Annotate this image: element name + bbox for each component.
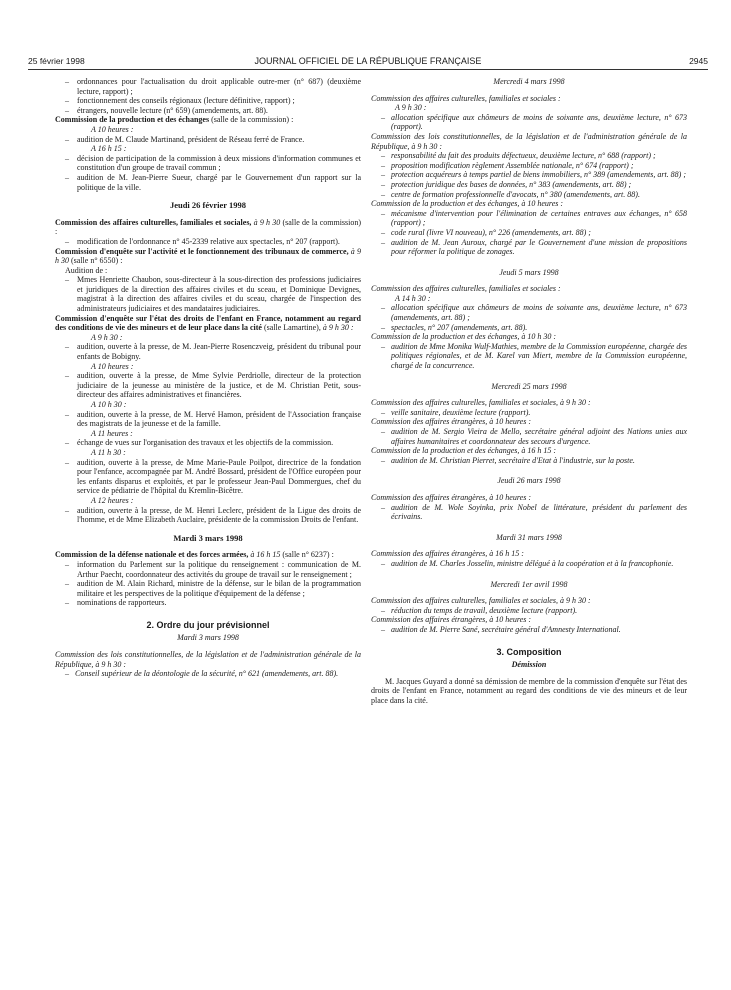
list-item: – décision de participation de la commission à deux missions d'information communes et constitution d'un groupe de travail commun ; (65, 154, 361, 173)
list-item: – spectacles, n° 207 (amendements, art. 88). (381, 323, 687, 333)
day-heading: Mercredi 25 mars 1998 (491, 381, 567, 391)
commission-heading: Commission d'enquête sur l'état des droits de l'enfant en France, notamment au regard des conditions de vie des mineurs et de leur place dans la cité (salle Lamartine), à 9 h 30 : (55, 313, 361, 333)
commission-heading: Commission des affaires culturelles, familiales et sociales, à 9 h 30 (salle de la commission) : (55, 217, 362, 237)
list-item: – protection acquéreurs à temps partiel de biens immobiliers, n° 389 (amendements, art. 88) ; (381, 170, 687, 180)
list-item: – audition de M. Charles Josselin, ministre délégué à la coopération et à la francophonie. (381, 559, 687, 569)
list-item: – audition de M. Pierre Sané, secrétaire général d'Amnesty International. (381, 625, 687, 635)
page-number: 2945 (689, 56, 708, 66)
commission-heading: Commission des affaires culturelles, familiales et sociales, à 9 h 30 : (371, 398, 591, 408)
list-item: – audition, ouverte à la presse, de Mme Sylvie Perdriolle, directeur de la protection judiciaire de la jeunesse au ministère de la justice, et de M. Christian Petit, sous-directeur des affaires administratives et financières. (65, 371, 361, 400)
journal-title: JOURNAL OFFICIEL DE LA RÉPUBLIQUE FRANÇAISE (254, 56, 482, 66)
left-column (55, 77, 361, 679)
list-item: – réduction du temps de travail, deuxième lecture (rapport). (381, 606, 687, 616)
list-item: – information du Parlement sur la politique du renseignement : communication de M. Arthur Paecht, coordonnateur des activités du groupe de travail sur le renseignement ; (65, 560, 361, 579)
list-item: – code rural (livre VI nouveau), n° 226 (amendements, art. 88) ; (381, 228, 687, 238)
list-item: – centre de formation professionnelle d'avocats, n° 380 (amendements, art. 88). (381, 190, 687, 200)
commission-heading: Commission d'enquête sur l'activité et le fonctionnement des tribunaux de commerce, à 9 h 30 (salle n° 6550) : (55, 246, 362, 266)
commission-heading: Commission des affaires étrangères, à 10 heures : (371, 492, 531, 502)
right-column (371, 77, 687, 705)
list-item: – modification de l'ordonnance n° 45-2339 relative aux spectacles, n° 207 (rapport). (65, 237, 361, 247)
commission-heading: Commission de la production et des échanges (salle de la commission) : (55, 115, 294, 125)
list-item: – étrangers, nouvelle lecture (n° 659) (amendements, art. 88). (65, 106, 361, 116)
time-label: A 16 h 15 : (91, 144, 127, 154)
list-item: – protection juridique des bases de données, n° 383 (amendements, art. 88) ; (381, 180, 687, 190)
section-subheading: Démission (511, 660, 547, 670)
list-item: – audition de M. Jean-Pierre Sueur, chargé par le Gouvernement d'un rapport sur la politique de la ville. (65, 173, 361, 192)
list-item: – audition de M. Jean Auroux, chargé par le Gouvernement d'une mission de propositions pour réformer la politique de zonages. (381, 238, 687, 257)
paragraph: M. Jacques Guyard a donné sa démission de membre de la commission d'enquête sur l'état des droits de l'enfant en France, notamment au regard des conditions de vie des mineurs et de leur place dans la cité. (371, 676, 687, 705)
commission-heading: Commission des affaires culturelles, familiales et sociales : (371, 284, 561, 294)
commission-heading: Commission des affaires étrangères, à 10 heures : (371, 417, 531, 427)
day-heading: Mercredi 4 mars 1998 (493, 77, 565, 86)
audition-label: Audition de : (65, 265, 108, 275)
time-label: A 9 h 30 : (91, 332, 123, 342)
time-label: A 14 h 30 : (395, 293, 431, 303)
day-heading: Mardi 31 mars 1998 (496, 532, 562, 542)
commission-heading: Commission des affaires culturelles, familiales et sociales : (371, 93, 561, 103)
list-item: – échange de vues sur l'organisation des travaux et les objectifs de la commission. (65, 438, 361, 448)
section-heading: 2. Ordre du jour prévisionnel (146, 619, 270, 630)
list-item: – nominations de rapporteurs. (65, 598, 361, 608)
list-item: – audition de M. Alain Richard, ministre de la défense, sur le bilan de la programmation militaire et les perspectives de la politique d'équipement de la défense ; (65, 579, 361, 598)
day-heading: Jeudi 26 mars 1998 (497, 476, 561, 486)
commission-heading: Commission des lois constitutionnelles, de la législation et de l'administration générale de la République, à 9 h 30 : (371, 131, 687, 151)
section-heading: 3. Composition (496, 646, 562, 657)
list-item: – audition, ouverte à la presse, de M. Hervé Hamon, président de l'Association française des magistrats de la jeunesse et de la famille. (65, 410, 361, 429)
list-item: – audition de M. Claude Martinand, président de Réseau ferré de France. (65, 135, 361, 145)
list-item: – allocation spécifique aux chômeurs de moins de soixante ans, deuxième lecture, n° 673 (rapport). (381, 113, 687, 132)
list-item: – allocation spécifique aux chômeurs de moins de soixante ans, deuxième lecture, n° 673 (amendements, art. 88) ; (381, 303, 687, 322)
time-label: A 9 h 30 : (395, 103, 427, 113)
commission-heading: Commission de la défense nationale et des forces armées, à 16 h 15 (salle n° 6237) : (55, 550, 334, 560)
commission-heading: Commission des affaires étrangères, à 16 h 15 : (371, 549, 524, 559)
list-item: – Conseil supérieur de la déontologie de la sécurité, n° 621 (amendements, art. 88). (65, 669, 361, 679)
list-item: – audition, ouverte à la presse, de M. Henri Leclerc, président de la Ligue des droits de l'homme, et de Mme Elizabeth Auclaire, présidente de la commission Droits de l'enfant. (65, 506, 361, 525)
header-date: 25 février 1998 (28, 56, 85, 66)
time-label: A 11 h 30 : (91, 447, 126, 457)
commission-heading: Commission des affaires culturelles, familiales et sociales, à 9 h 30 : (371, 596, 591, 606)
commission-heading: Commission de la production et des échanges, à 10 heures : (371, 199, 564, 209)
time-label: A 10 heures : (91, 361, 134, 371)
commission-heading: Commission de la production et des échanges, à 16 h 15 : (371, 446, 557, 456)
list-item: – audition de M. Wole Soyinka, prix Nobel de littérature, président du parlement des écrivains. (381, 503, 687, 522)
day-heading: Jeudi 5 mars 1998 (499, 267, 559, 277)
commission-heading: Commission des affaires étrangères, à 10 heures : (371, 615, 531, 625)
time-label: A 10 h 30 : (91, 400, 127, 409)
page-header (28, 57, 708, 70)
list-item: – audition de M. Sergio Vieira de Mello, secrétaire général adjoint des Nations unies aux affaires humanitaires et coordonnateur des secours d'urgence. (381, 427, 687, 446)
section-day: Mardi 3 mars 1998 (177, 633, 239, 643)
list-item: – veille sanitaire, deuxième lecture (rapport). (381, 408, 687, 418)
list-item: – audition, ouverte à la presse, de Mme Marie-Paule Poilpot, directrice de la fondation pour l'enfance, accompagnée par M. André Bossard, président de l'Office européen pour les enfants disparus et exploités, et par le professeur Jean-Paul Dommergues, chef du service de pédiatrie de l'hôpital du Kremlin-Bicêtre. (65, 458, 361, 496)
list-item: – ordonnances pour l'actualisation du droit applicable outre-mer (n° 687) (deuxième lecture, rapport) ; (65, 77, 361, 96)
time-label: A 10 heures : (91, 124, 134, 134)
list-item: – audition, ouverte à la presse, de M. Jean-Pierre Rosenczveig, président du tribunal pour enfants de Bobigny. (65, 342, 361, 361)
list-item: – responsabilité du fait des produits défectueux, deuxième lecture, n° 688 (rapport) ; (381, 151, 687, 161)
list-item: – fonctionnement des conseils régionaux (lecture définitive, rapport) ; (65, 96, 361, 106)
list-item: – proposition modification règlement Assemblée nationale, n° 674 (rapport) ; (381, 161, 687, 171)
list-item: – mécanisme d'intervention pour l'élimination de certaines entraves aux échanges, n° 658 (rapport) ; (381, 209, 687, 228)
commission-heading: Commission de la production et des échanges, à 10 h 30 : (371, 332, 557, 342)
day-heading: Jeudi 26 février 1998 (169, 200, 247, 211)
list-item: – audition de M. Christian Pierret, secrétaire d'Etat à l'industrie, sur la poste. (381, 456, 687, 466)
time-label: A 11 heures : (91, 428, 133, 438)
list-item: – Mmes Henriette Chaubon, sous-directeur à la sous-direction des professions judiciaires et juridiques de la direction des affaires civiles et du sceau, et Dominique Devignes, magistrat à la direction des affaires civiles et du sceau, chargée de l'inspection des administrateurs judiciaires et des mandataires judiciaires. (65, 275, 361, 313)
list-item: – audition de Mme Monika Wulf-Mathies, membre de la Commission européenne, chargée des politiques régionales, et de M. Karel van Miert, membre de la Commission européenne, chargé de la concurrence. (381, 342, 687, 371)
day-heading: Mercredi 1er avril 1998 (490, 579, 568, 589)
time-label: A 12 heures : (91, 495, 134, 505)
commission-heading: Commission des lois constitutionnelles, de la législation et de l'administration générale de la République, à 9 h 30 : (55, 650, 361, 669)
day-heading: Mardi 3 mars 1998 (173, 532, 243, 543)
